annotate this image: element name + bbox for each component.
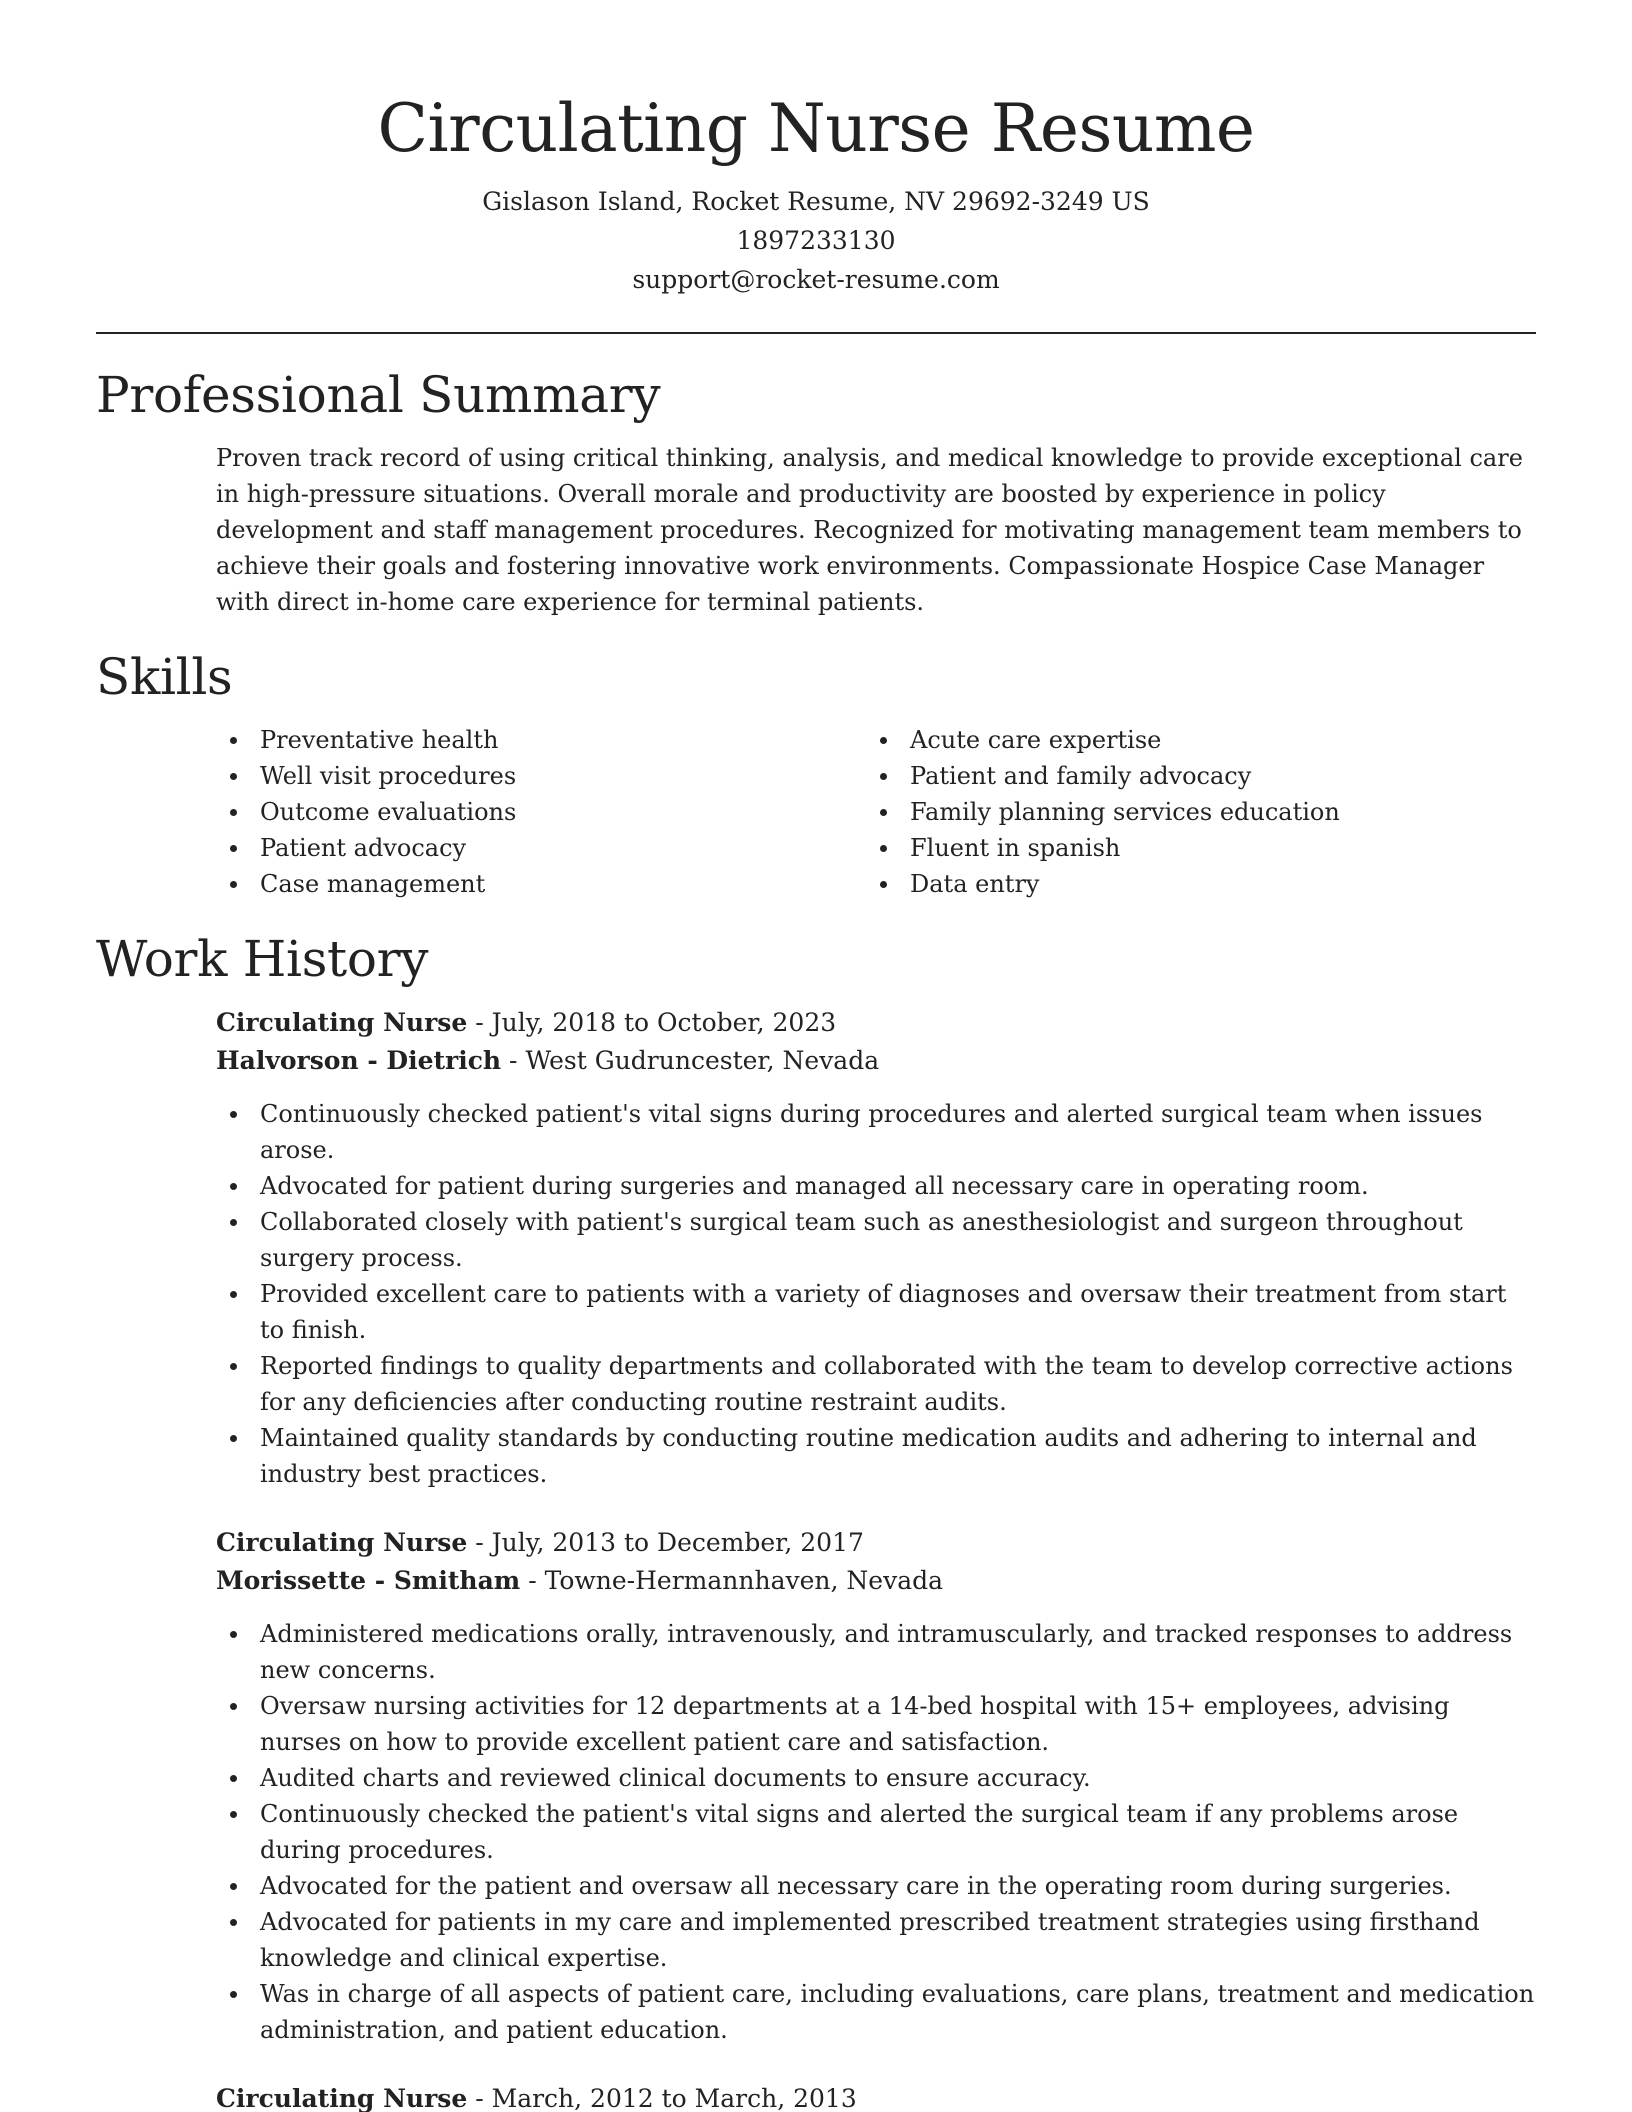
job-title-line (216, 1004, 1536, 1042)
skills-section (96, 644, 1536, 902)
job-duties (216, 1616, 1536, 2048)
job-dates: - March, 2012 to March, 2013 (467, 2084, 857, 2112)
job-entry (216, 2080, 1536, 2112)
duty-item: Was in charge of all aspects of patient care, including evaluations, care plans, treatment and medication administration, and patient education. (216, 1976, 1536, 2048)
skill-item: Fluent in spanish (866, 830, 1516, 866)
duty-item: Continuously checked patient's vital signs during procedures and alerted surgical team when issues arose. (216, 1096, 1536, 1168)
duty-item: Audited charts and reviewed clinical documents to ensure accuracy. (216, 1760, 1536, 1796)
job-title-line (216, 1524, 1536, 1562)
contact-phone: 1897233130 (736, 226, 896, 255)
skill-item: Patient advocacy (216, 830, 866, 866)
duty-item: Advocated for patients in my care and implemented prescribed treatment strategies using firsthand knowledge and clinical expertise. (216, 1904, 1536, 1976)
job-title: Circulating Nurse (216, 2084, 468, 2112)
job-duties (216, 1096, 1536, 1492)
job-title: Circulating Nurse (216, 1528, 468, 1557)
header-divider (96, 332, 1536, 334)
resume-header (96, 0, 1536, 299)
contact-email: support@rocket-resume.com (632, 265, 1000, 294)
skill-item: Data entry (866, 866, 1516, 902)
job-company: Halvorson - Dietrich (216, 1046, 502, 1075)
job-dates: - July, 2013 to December, 2017 (467, 1528, 864, 1557)
skill-item: Family planning services education (866, 794, 1516, 830)
skills-column-right (866, 722, 1516, 902)
summary-heading: Professional Summary (96, 366, 661, 424)
job-company-line (216, 1562, 1536, 1600)
skills-grid (216, 722, 1536, 902)
summary-text: Proven track record of using critical thinking, analysis, and medical knowledge to provide exceptional care in high-pressure situations. Overall morale and productivity are boosted by experience in policy development and staff management procedures. Recognized for motivating management team members to achieve their goals and fostering innovative work environments. Compassionate Hospice Case Manager with direct in-home care experience for terminal patients. (216, 444, 1523, 616)
duty-item: Administered medications orally, intravenously, and intramuscularly, and tracked responses to address new concerns. (216, 1616, 1536, 1688)
resume-page (96, 0, 1536, 2112)
job-dates: - July, 2018 to October, 2023 (467, 1008, 837, 1037)
skill-item: Well visit procedures (216, 758, 866, 794)
job-entry (216, 1524, 1536, 2048)
duty-item: Provided excellent care to patients with a variety of diagnoses and oversaw their treatment from start to finish. (216, 1276, 1536, 1348)
skill-item: Case management (216, 866, 866, 902)
skill-item: Outcome evaluations (216, 794, 866, 830)
work-history-heading: Work History (96, 930, 429, 988)
contact-address: Gislason Island, Rocket Resume, NV 29692-3249 US (482, 187, 1150, 216)
job-title-line (216, 2080, 1536, 2112)
duty-item: Oversaw nursing activities for 12 departments at a 14-bed hospital with 15+ employees, advising nurses on how to provide excellent patient care and satisfaction. (216, 1688, 1536, 1760)
job-entry (216, 1004, 1536, 1492)
skill-item: Patient and family advocacy (866, 758, 1516, 794)
resume-title: Circulating Nurse Resume (377, 90, 1255, 167)
skill-item: Acute care expertise (866, 722, 1516, 758)
job-company-line (216, 1042, 1536, 1080)
skills-heading: Skills (96, 648, 233, 706)
duty-item: Advocated for the patient and oversaw all necessary care in the operating room during surgeries. (216, 1868, 1536, 1904)
skills-column-left (216, 722, 866, 902)
job-company: Morissette - Smitham (216, 1566, 521, 1595)
summary-section (96, 362, 1536, 620)
duty-item: Advocated for patient during surgeries and managed all necessary care in operating room. (216, 1168, 1536, 1204)
duty-item: Maintained quality standards by conducting routine medication audits and adhering to internal and industry best practices. (216, 1420, 1536, 1492)
job-location: - Towne-Hermannhaven, Nevada (520, 1566, 944, 1595)
skill-item: Preventative health (216, 722, 866, 758)
duty-item: Continuously checked the patient's vital signs and alerted the surgical team if any problems arose during procedures. (216, 1796, 1536, 1868)
job-title: Circulating Nurse (216, 1008, 468, 1037)
duty-item: Collaborated closely with patient's surgical team such as anesthesiologist and surgeon throughout surgery process. (216, 1204, 1536, 1276)
job-location: - West Gudruncester, Nevada (501, 1046, 880, 1075)
duty-item: Reported findings to quality departments and collaborated with the team to develop corrective actions for any deficiencies after conducting routine restraint audits. (216, 1348, 1536, 1420)
work-history-section (96, 926, 1536, 2112)
